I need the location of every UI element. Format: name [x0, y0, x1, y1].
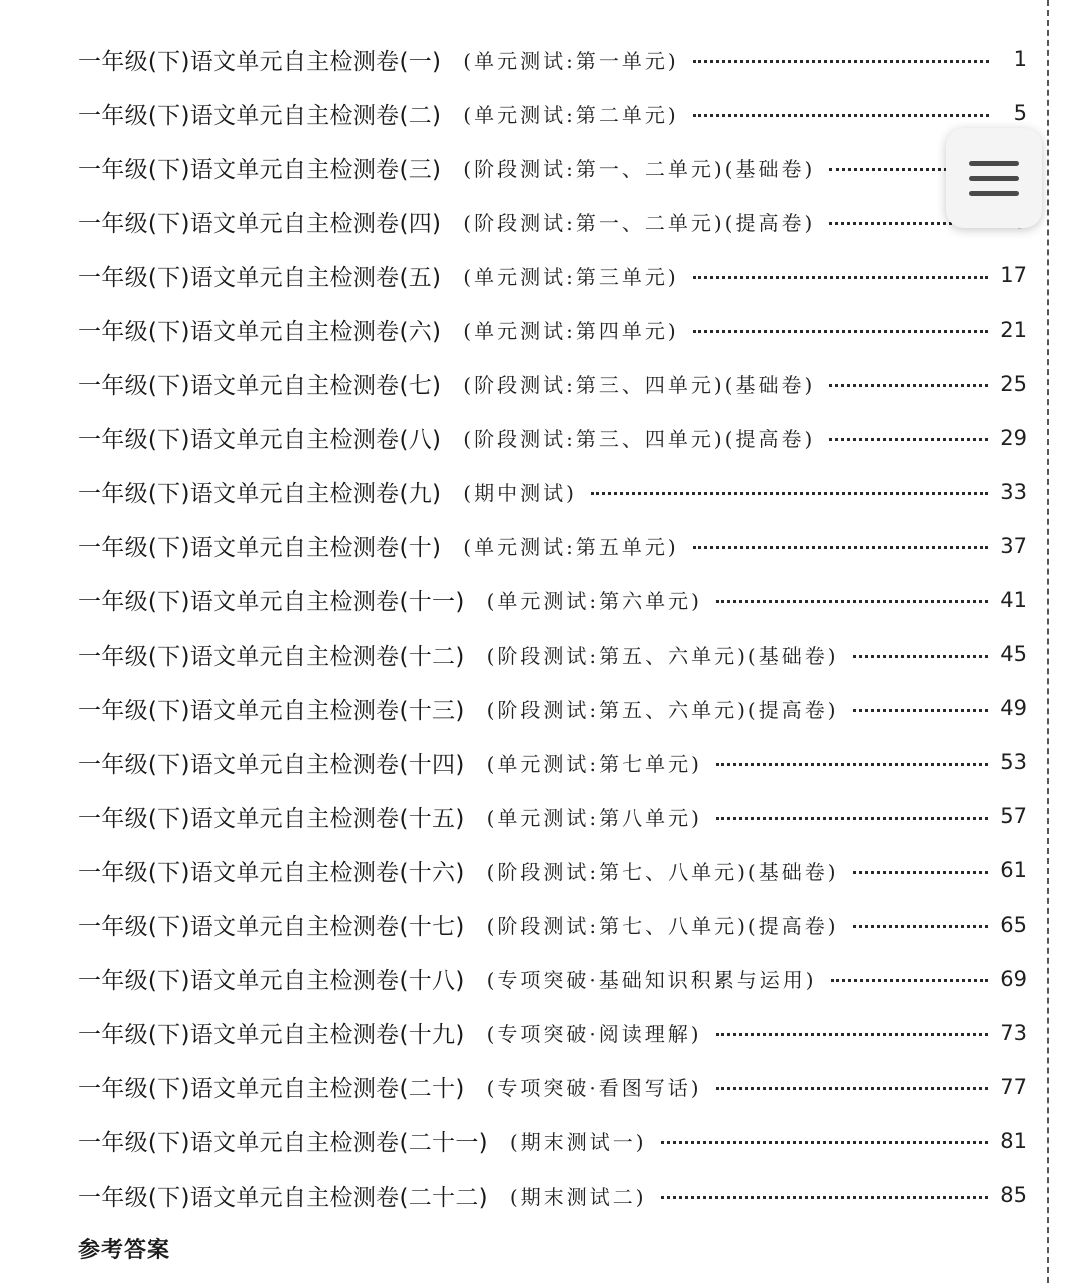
answer-key-heading: 参考答案	[78, 1238, 171, 1263]
toc-entry-subtitle: (单元测试:第五单元)	[463, 535, 679, 560]
toc-entry[interactable]	[0, 86, 1045, 140]
toc-entry[interactable]	[0, 952, 1045, 1006]
toc-entry[interactable]	[0, 789, 1045, 843]
toc-entry-title: 一年级(下)语文单元自主检测卷(十)	[78, 535, 442, 562]
toc-entry-title: 一年级(下)语文单元自主检测卷(二十)	[78, 1076, 465, 1103]
toc-entry-title: 一年级(下)语文单元自主检测卷(十四)	[78, 751, 465, 778]
toc-entry-subtitle: (专项突破·阅读理解)	[486, 1022, 702, 1047]
toc-entry[interactable]	[0, 357, 1045, 411]
toc-entry-subtitle: (单元测试:第二单元)	[463, 102, 679, 127]
toc-entry-title: 一年级(下)语文单元自主检测卷(二十二)	[78, 1184, 488, 1211]
page-cut-line	[1047, 0, 1049, 1283]
toc-entry-page-number: 17	[1000, 263, 1027, 288]
dot-leader	[829, 384, 988, 387]
dot-leader	[853, 871, 989, 874]
toc-entry[interactable]	[0, 1114, 1045, 1168]
dot-leader	[661, 1141, 989, 1144]
toc-entry[interactable]	[0, 573, 1045, 627]
toc-entry-title: 一年级(下)语文单元自主检测卷(十九)	[78, 1022, 465, 1049]
toc-entry-title: 一年级(下)语文单元自主检测卷(七)	[78, 373, 442, 400]
dot-leader	[716, 763, 988, 766]
toc-entry-title: 一年级(下)语文单元自主检测卷(十六)	[78, 859, 465, 886]
toc-entry-subtitle: (专项突破·基础知识积累与运用)	[486, 968, 817, 993]
toc-entry-page-number: 37	[1000, 533, 1027, 558]
toc-entry-page-number: 41	[1000, 587, 1027, 612]
toc-entry-page-number: 65	[1000, 912, 1027, 937]
toc-entry-title: 一年级(下)语文单元自主检测卷(二)	[78, 102, 442, 129]
toc-entry-subtitle: (阶段测试:第五、六单元)(基础卷)	[486, 643, 839, 668]
toc-entry[interactable]	[0, 140, 1045, 194]
dot-leader	[693, 60, 989, 63]
toc-entry-subtitle: (单元测试:第一单元)	[463, 48, 679, 73]
toc-entry-subtitle: (阶段测试:第一、二单元)(基础卷)	[463, 156, 816, 181]
toc-entry-title: 一年级(下)语文单元自主检测卷(六)	[78, 319, 442, 346]
toc-entry-title: 一年级(下)语文单元自主检测卷(十三)	[78, 697, 465, 724]
toc-entry-subtitle: (单元测试:第六单元)	[486, 589, 702, 614]
toc-entry-subtitle: (阶段测试:第七、八单元)(提高卷)	[486, 914, 839, 939]
toc-entry[interactable]	[0, 302, 1045, 356]
toc-entry-page-number: 5	[1013, 101, 1027, 126]
toc-entry-page-number: 69	[1000, 966, 1027, 991]
dot-leader	[716, 817, 988, 820]
toc-entry-page-number: 21	[1000, 317, 1027, 342]
toc-entry-title: 一年级(下)语文单元自主检测卷(十七)	[78, 914, 465, 941]
toc-entry-page-number: 61	[1000, 858, 1027, 883]
toc-entry-subtitle: (单元测试:第四单元)	[463, 319, 679, 344]
toc-entry[interactable]	[0, 519, 1045, 573]
toc-entry[interactable]	[0, 465, 1045, 519]
dot-leader	[831, 979, 989, 982]
toc-entry[interactable]	[0, 248, 1045, 302]
dot-leader	[716, 1087, 989, 1090]
toc-entry-page-number: 29	[1000, 425, 1027, 450]
toc-entry-title: 一年级(下)语文单元自主检测卷(四)	[78, 210, 442, 237]
toc-entry[interactable]	[0, 735, 1045, 789]
dot-leader	[716, 1033, 989, 1036]
dot-leader	[716, 600, 988, 603]
toc-entry-page-number: 85	[1000, 1183, 1027, 1208]
toc-entry[interactable]	[0, 681, 1045, 735]
toc-entry-subtitle: (阶段测试:第一、二单元)(提高卷)	[463, 210, 816, 235]
toc-entry-subtitle: (专项突破·看图写话)	[486, 1076, 702, 1101]
dot-leader	[853, 655, 989, 658]
dot-leader	[693, 330, 989, 333]
toc-entry-page-number: 81	[1000, 1128, 1027, 1153]
floating-menu-button[interactable]	[946, 128, 1042, 228]
toc-entry-page-number: 53	[1000, 750, 1027, 775]
dot-leader	[829, 438, 988, 441]
toc-entry[interactable]	[0, 411, 1045, 465]
toc-entry[interactable]	[0, 194, 1045, 248]
toc-entry[interactable]	[0, 1168, 1045, 1222]
toc-entry-subtitle: (期末测试一)	[509, 1130, 647, 1155]
toc-entry-title: 一年级(下)语文单元自主检测卷(八)	[78, 427, 442, 454]
toc-entry[interactable]	[0, 898, 1045, 952]
toc-entry-title: 一年级(下)语文单元自主检测卷(九)	[78, 481, 442, 508]
toc-entry[interactable]	[0, 627, 1045, 681]
toc-entry-subtitle: (单元测试:第三单元)	[463, 264, 679, 289]
toc-entry-title: 一年级(下)语文单元自主检测卷(十八)	[78, 968, 465, 995]
dot-leader	[853, 925, 989, 928]
toc-entry[interactable]	[0, 843, 1045, 897]
toc-entry-title: 一年级(下)语文单元自主检测卷(五)	[78, 264, 442, 291]
toc-entry-page-number: 1	[1013, 47, 1027, 72]
toc-entry-title: 一年级(下)语文单元自主检测卷(十一)	[78, 589, 465, 616]
dot-leader	[693, 114, 989, 117]
toc-entry-subtitle: (阶段测试:第三、四单元)(基础卷)	[463, 373, 816, 398]
menu-icon	[969, 156, 1019, 201]
toc-entry-title: 一年级(下)语文单元自主检测卷(三)	[78, 156, 442, 183]
toc-entry[interactable]	[0, 32, 1045, 86]
toc-entry[interactable]	[0, 1060, 1045, 1114]
dot-leader	[853, 709, 989, 712]
toc-entry-page-number: 73	[1000, 1020, 1027, 1045]
toc-entry-subtitle: (阶段测试:第五、六单元)(提高卷)	[486, 697, 839, 722]
dot-leader	[661, 1196, 989, 1199]
toc-entry-page-number: 33	[1000, 479, 1027, 504]
toc-entry-page-number: 25	[1000, 371, 1027, 396]
toc-entry-page-number: 49	[1000, 696, 1027, 721]
toc-entry-page-number: 45	[1000, 642, 1027, 667]
toc-entry-title: 一年级(下)语文单元自主检测卷(十二)	[78, 643, 465, 670]
toc-entry-page-number: 57	[1000, 804, 1027, 829]
toc-entry-subtitle: (单元测试:第七单元)	[486, 751, 702, 776]
toc-entry-subtitle: (阶段测试:第七、八单元)(基础卷)	[486, 859, 839, 884]
dot-leader	[693, 276, 989, 279]
table-of-contents	[0, 32, 1045, 1222]
toc-entry-page-number: 77	[1000, 1074, 1027, 1099]
toc-entry-title: 一年级(下)语文单元自主检测卷(一)	[78, 48, 442, 75]
dot-leader	[693, 546, 989, 549]
toc-entry-subtitle: (阶段测试:第三、四单元)(提高卷)	[463, 427, 816, 452]
toc-entry-title: 一年级(下)语文单元自主检测卷(二十一)	[78, 1130, 488, 1157]
toc-entry-subtitle: (期末测试二)	[509, 1184, 647, 1209]
dot-leader	[591, 492, 988, 495]
toc-entry-title: 一年级(下)语文单元自主检测卷(十五)	[78, 805, 465, 832]
toc-entry[interactable]	[0, 1006, 1045, 1060]
toc-entry-subtitle: (单元测试:第八单元)	[486, 805, 702, 830]
toc-entry-subtitle: (期中测试)	[463, 481, 577, 506]
